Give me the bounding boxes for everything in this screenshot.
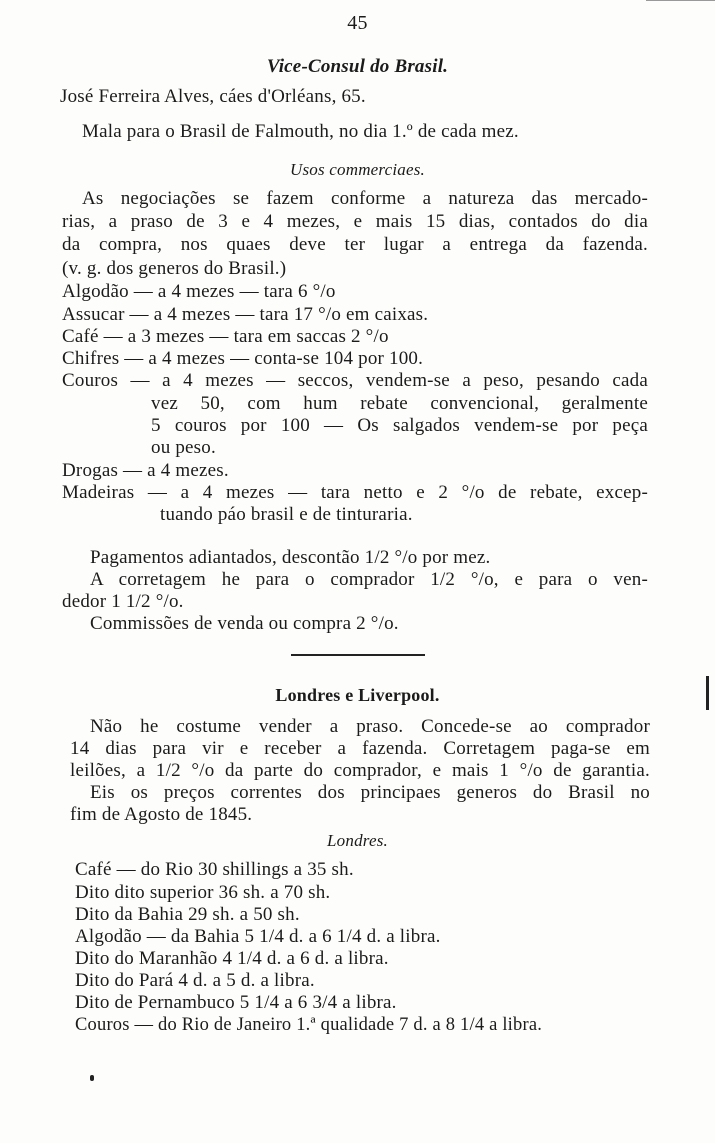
price-line: Café — do Rio 30 shillings a 35 sh. bbox=[75, 859, 354, 880]
usos-item: Chifres — a 4 mezes — conta-se 104 por 100. bbox=[62, 348, 424, 369]
price-line: Dito dito superior 36 sh. a 70 sh. bbox=[75, 882, 331, 903]
usos-item: Assucar — a 4 mezes — tara 17 °/o em caixas. bbox=[62, 304, 429, 325]
usos-item: Café — a 3 mezes — tara em saccas 2 °/o bbox=[62, 326, 389, 347]
londres-subheading: Londres. bbox=[327, 831, 388, 850]
usos-intro-line: (v. g. dos generos do Brasil.) bbox=[62, 258, 287, 279]
londres-para-line: leilões, a 1/2 °/o da parte do comprador, e mais 1 °/o de garantia. bbox=[70, 760, 650, 781]
mail-line: Mala para o Brasil de Falmouth, no dia 1.º de cada mez. bbox=[82, 121, 519, 142]
usos-item: Algodão — a 4 mezes — tara 6 °/o bbox=[62, 281, 336, 302]
usos-item: 5 couros por 100 — Os salgados vendem-se por peça bbox=[151, 415, 648, 436]
usos-item: vez 50, com hum rebate convencional, geralmente bbox=[151, 393, 648, 414]
price-line: Dito do Maranhão 4 1/4 d. a 6 d. a libra. bbox=[75, 948, 389, 969]
usos-item: ou peso. bbox=[151, 437, 216, 458]
price-line: Couros — do Rio de Janeiro 1.ª qualidade 7 d. a 8 1/4 a libra. bbox=[75, 1015, 543, 1035]
londres-para-line: Não he costume vender a praso. Concede-se ao comprador bbox=[90, 716, 650, 737]
usos-intro-line: da compra, nos quaes deve ter lugar a entrega da fazenda. bbox=[62, 234, 648, 255]
usos-item: Drogas — a 4 mezes. bbox=[62, 460, 229, 481]
page-number: 45 bbox=[347, 12, 368, 34]
price-line: Algodão — da Bahia 5 1/4 d. a 6 1/4 d. a libra. bbox=[75, 926, 441, 947]
londres-para-line: 14 dias para vir e receber a fazenda. Corretagem paga-se em bbox=[70, 738, 650, 759]
vice-consul-address: José Ferreira Alves, cáes d'Orléans, 65. bbox=[60, 86, 366, 107]
section-divider bbox=[291, 654, 425, 656]
usos-item: tuando páo brasil e de tinturaria. bbox=[160, 504, 413, 525]
payments-line: Pagamentos adiantados, descontão 1/2 °/o por mez. bbox=[90, 547, 491, 568]
scan-edge-mark bbox=[706, 676, 709, 710]
usos-item: Madeiras — a 4 mezes — tara netto e 2 °/o de rebate, excep- bbox=[62, 482, 648, 503]
londres-para-line: fim de Agosto de 1845. bbox=[70, 804, 253, 825]
payments-line: A corretagem he para o comprador 1/2 °/o, e para o ven- bbox=[90, 569, 648, 590]
price-line: Dito de Pernambuco 5 1/4 a 6 3/4 a libra. bbox=[75, 992, 397, 1013]
price-line: Dito do Pará 4 d. a 5 d. a libra. bbox=[75, 970, 315, 991]
ink-speck bbox=[90, 1075, 94, 1081]
usos-heading: Usos commerciaes. bbox=[290, 160, 425, 179]
payments-line: dedor 1 1/2 °/o. bbox=[62, 591, 184, 612]
vice-consul-heading: Vice-Consul do Brasil. bbox=[266, 56, 449, 77]
scan-edge-mark bbox=[646, 0, 715, 1]
price-line: Dito da Bahia 29 sh. a 50 sh. bbox=[75, 904, 300, 925]
payments-line: Commissões de venda ou compra 2 °/o. bbox=[90, 613, 399, 634]
usos-intro-line: As negociações se fazem conforme a natureza das mercado- bbox=[82, 188, 648, 209]
usos-intro-line: rias, a praso de 3 e 4 mezes, e mais 15 dias, contados do dia bbox=[62, 211, 648, 232]
londres-liverpool-heading: Londres e Liverpool. bbox=[275, 685, 440, 705]
londres-para-line: Eis os preços correntes dos principaes generos do Brasil no bbox=[90, 782, 650, 803]
usos-item: Couros — a 4 mezes — seccos, vendem-se a peso, pesando cada bbox=[62, 370, 648, 391]
